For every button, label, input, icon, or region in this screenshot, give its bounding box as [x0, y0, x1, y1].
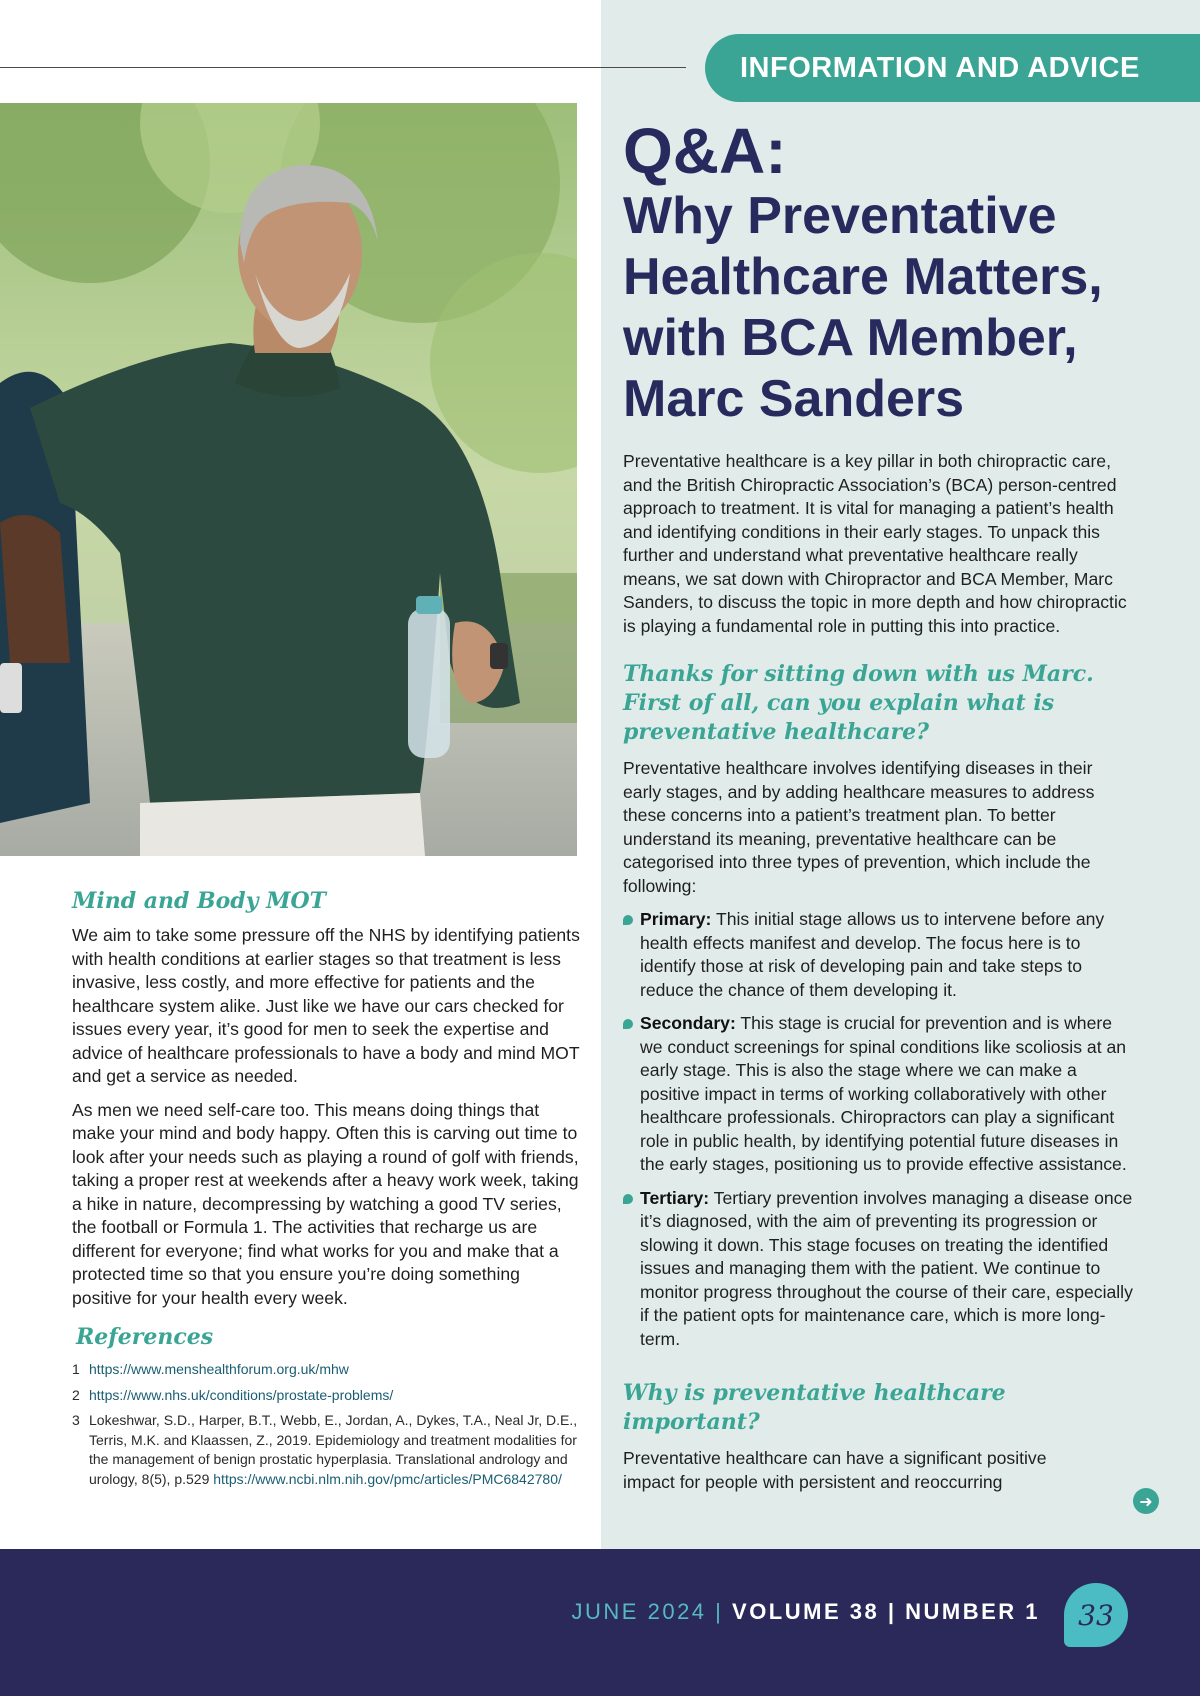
list-item-primary	[623, 908, 1133, 1002]
section-label: INFORMATION AND ADVICE	[740, 51, 1140, 84]
question-1: Thanks for sitting down with us Marc. First of all, can you explain what is preventative healthcare?	[623, 661, 1094, 745]
article-title: Why Preventative Healthcare Matters, with BCA Member, Marc Sanders	[623, 187, 1103, 428]
bullet-text: This stage is crucial for prevention and is where we conduct screenings for spinal conditions like scoliosis at an early stage. This is also the stage where we can make a positive impact in terms of working collaboratively with other healthcare professionals. Chiropractors can play a significant role in public health, by identifying potential future diseases in the early stages, positioning us to provide effective assistance.	[640, 1013, 1127, 1174]
sidebar-heading: Mind and Body MOT	[72, 888, 327, 914]
arrow-right-icon[interactable]: ➜	[1133, 1488, 1159, 1514]
header-rule	[0, 67, 686, 68]
reference-number: 2	[72, 1386, 80, 1403]
section-tab	[705, 34, 1200, 102]
sidebar-paragraph-2: As men we need self-care too. This means doing things that make your mind and body happy. Often this is carving out time to look after your needs such as playing a round of golf with friends, taking a proper rest at weekends after a heavy work week, taking a hike in nature, decompressing by watching a good TV series, the football or Formula 1. The activities that recharge us are different for everyone; find what works for you and make that a protected time so that you ensure you’re doing something positive for your health every week.	[72, 1099, 579, 1308]
list-item-secondary	[623, 1012, 1133, 1177]
bullet-text: Tertiary prevention involves managing a disease once it’s diagnosed, with the aim of preventing its progression or slowing it down. This stage focuses on treating the identified issues and managing them with the patient. We continue to monitor progress throughout the course of their care, especially if the patient opts for maintenance care, which is more long-term.	[640, 1187, 1133, 1349]
reference-body	[89, 1411, 582, 1489]
qa-label: Q&A:	[623, 115, 787, 187]
hero-photo	[0, 103, 577, 856]
issue-line	[572, 1599, 1040, 1625]
sidebar-column	[72, 888, 582, 1495]
page-number: 33	[1078, 1598, 1114, 1632]
reference-body	[89, 1360, 349, 1380]
article-intro: Preventative healthcare is a key pillar in both chiropractic care, and the British Chiropractic Association’s (BCA) person-centred approach to treatment. It is vital for managing a patient’s health and identifying conditions in their early stages. To unpack this further and understand what preventative healthcare really means, we sat down with Chiropractor and BCA Member, Marc Sanders, to discuss the topic in more depth and how chiropractic is playing a fundamental role in putting this into practice.	[623, 451, 1127, 636]
reference-body	[89, 1386, 393, 1406]
references-heading: References	[76, 1324, 214, 1350]
bullet-label: Secondary:	[640, 1013, 736, 1033]
reference-item	[72, 1411, 582, 1489]
reference-item	[72, 1360, 582, 1380]
answer-1: Preventative healthcare involves identifying diseases in their early stages, and by adding healthcare measures to address these concerns into a patient’s treatment plan. To better understand its meaning, preventative healthcare can be categorised into three types of prevention, which include the following:	[623, 758, 1095, 896]
list-item-tertiary	[623, 1187, 1133, 1352]
bullet-label: Primary:	[640, 909, 712, 929]
reference-number: 1	[72, 1361, 80, 1377]
page-number-badge	[1064, 1583, 1128, 1647]
answer-2: Preventative healthcare can have a significant positive impact for people with persistent and reoccurring	[623, 1448, 1047, 1492]
reference-link[interactable]: https://www.menshealthforum.org.uk/mhw	[89, 1361, 349, 1377]
reference-link[interactable]: https://www.ncbi.nlm.nih.gov/pmc/articles/PMC6842780/	[213, 1470, 562, 1487]
issue-date: JUNE 2024	[571, 1599, 707, 1624]
references-list	[72, 1360, 582, 1489]
question-2: Why is preventative healthcare important?	[623, 1380, 1006, 1435]
reference-link[interactable]: https://www.nhs.uk/conditions/prostate-problems/	[89, 1386, 394, 1403]
reference-text: Lokeshwar, S.D., Harper, B.T., Webb, E., Jordan, A., Dykes, T.A., Neal Jr, D.E., Terris, M.K. and Klaassen, Z., 2019. Epidemiology and treatment modalities for the management of benign prostatic hyperplasia. Translational andrology and urology, 8(5), p.529	[89, 1412, 578, 1487]
prevention-types-list	[623, 908, 1133, 1351]
reference-item	[72, 1386, 582, 1406]
reference-number: 3	[72, 1412, 80, 1428]
sidebar-paragraph-1: We aim to take some pressure off the NHS by identifying patients with health conditions at earlier stages so that treatment is less invasive, less costly, and more effective for patients and the healthcare system alike. Just like we have our cars checked for issues every year, it’s good for men to seek the expertise and advice of healthcare professionals to have a body and mind MOT and get a service as needed.	[72, 925, 580, 1086]
footer-bar	[0, 1549, 1200, 1696]
issue-separator: |	[715, 1599, 724, 1624]
article-column	[623, 115, 1133, 1504]
issue-volume: VOLUME 38 | NUMBER 1	[732, 1599, 1040, 1624]
bullet-text: This initial stage allows us to intervene before any health effects manifest and develop. The focus here is to identify those at risk of developing pain and take steps to reduce the chance of them developing it.	[640, 909, 1105, 1000]
bullet-label: Tertiary:	[640, 1187, 710, 1208]
